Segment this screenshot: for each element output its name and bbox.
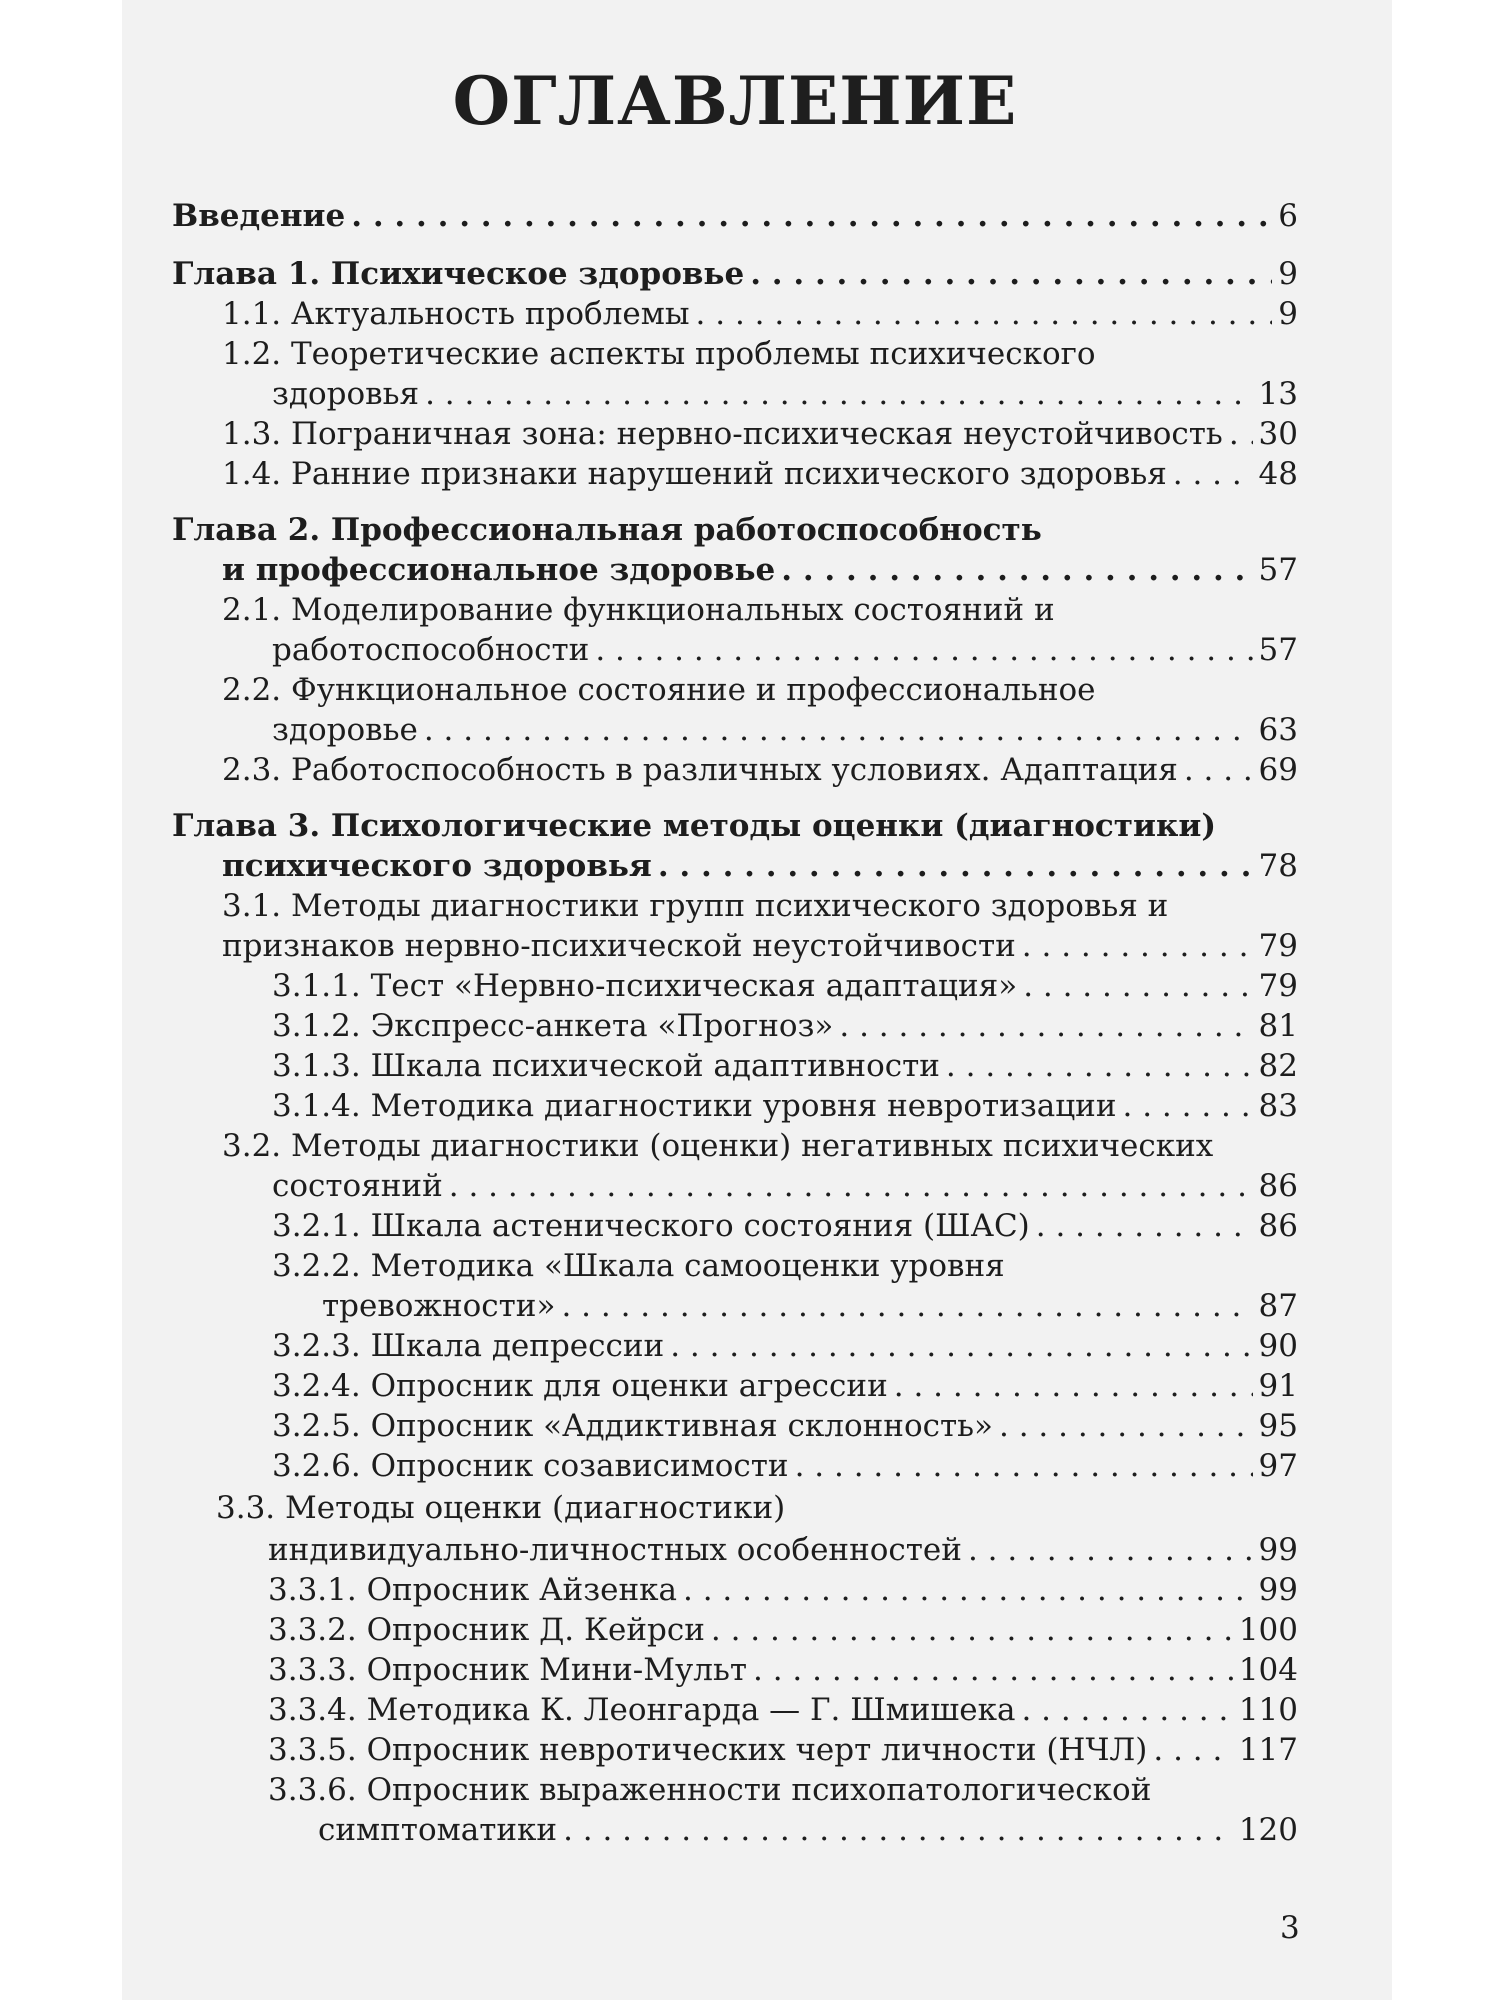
toc-entry [318, 1810, 1298, 1850]
toc-entry-page: 83 [1258, 1088, 1298, 1124]
toc-entry-text: 3.3.5. Опросник невротических черт личности (НЧЛ) [268, 1732, 1148, 1768]
toc-entry [272, 1406, 1298, 1446]
toc-entry-page: 110 [1238, 1692, 1298, 1728]
toc-entry-text: 3.2.5. Опросник «Аддиктивная склонность» [272, 1408, 993, 1444]
toc-entry [272, 374, 1298, 414]
toc-entry-page: 30 [1258, 416, 1298, 452]
leader-dots [894, 1366, 1253, 1406]
toc-entry [222, 294, 1298, 334]
leader-dots [670, 1326, 1252, 1366]
toc-chapter-line: Глава 3. Психологические методы оценки (диагностики) [172, 808, 1217, 844]
leader-dots [425, 374, 1252, 414]
toc-entry-page: 120 [1238, 1812, 1298, 1848]
toc-entry-text: признаков нервно-психической неустойчивости [222, 928, 1016, 964]
toc-entry-page: 99 [1258, 1532, 1298, 1568]
toc-entry-text: 3.1.2. Экспресс-анкета «Прогноз» [272, 1008, 834, 1044]
toc-entry-page: 90 [1258, 1328, 1298, 1364]
toc-entry-text: здоровье [272, 712, 418, 748]
toc-entry-text: Глава 1. Психическое здоровье [172, 256, 745, 292]
toc-entry-page: 86 [1258, 1168, 1298, 1204]
toc-entry-page: 79 [1258, 968, 1298, 1004]
leader-dots [683, 1570, 1253, 1610]
toc-entry-page: 48 [1258, 456, 1298, 492]
toc-entry-text: 3.2.3. Шкала депрессии [272, 1328, 665, 1364]
leader-dots [753, 1650, 1233, 1690]
toc-entry-page: 87 [1258, 1288, 1298, 1324]
toc-entry [222, 550, 1298, 590]
toc-entry [272, 1206, 1298, 1246]
leader-dots [711, 1610, 1233, 1650]
toc-entry-text: психического здоровья [222, 848, 652, 884]
toc-entry-text: 3.3.1. Опросник Айзенка [268, 1572, 677, 1608]
toc-entry-text: здоровья [272, 376, 420, 412]
toc-entry [268, 1730, 1298, 1770]
toc-entry-page: 69 [1258, 752, 1298, 788]
toc-entry [222, 414, 1298, 454]
leader-dots [795, 1446, 1253, 1486]
toc-entry [222, 926, 1298, 966]
toc-entry-text: 3.2.6. Опросник созависимости [272, 1448, 789, 1484]
toc-entry-text: индивидуально-личностных особенностей [268, 1532, 962, 1568]
toc-entry [272, 1166, 1298, 1206]
toc-entry-text: Введение [172, 198, 346, 234]
toc-entry-text: 3.2.1. Шкала астенического состояния (ШАС) [272, 1208, 1030, 1244]
leader-dots [561, 1286, 1252, 1326]
leader-dots [839, 1006, 1252, 1046]
toc-entry-text: работоспособности [272, 632, 590, 668]
toc-entry-page: 79 [1258, 928, 1298, 964]
toc-entry-text: 3.1.3. Шкала психической адаптивности [272, 1048, 940, 1084]
leader-dots [1021, 1690, 1232, 1730]
leader-dots [449, 1166, 1253, 1206]
toc-chapter-line: Глава 2. Профессиональная работоспособность [172, 512, 1042, 548]
toc-entry-text: 3.3.4. Методика К. Леонгарда — Г. Шмишека [268, 1692, 1016, 1728]
toc-entry-text: и профессиональное здоровье [222, 552, 776, 588]
leader-dots [946, 1046, 1253, 1086]
toc-entry [272, 1366, 1298, 1406]
toc-entry-page: 6 [1278, 198, 1298, 234]
leader-dots [658, 846, 1253, 886]
toc-entry-line: 2.2. Функциональное состояние и профессиональное [222, 672, 1096, 708]
toc-entry-page: 81 [1258, 1008, 1298, 1044]
toc-entry-text: 3.2.4. Опросник для оценки агрессии [272, 1368, 888, 1404]
toc-entry [272, 1086, 1298, 1126]
toc-entry [222, 454, 1298, 494]
toc-entry-text: 1.1. Актуальность проблемы [222, 296, 690, 332]
page-number: 3 [1280, 1910, 1300, 1946]
toc-entry-page: 86 [1258, 1208, 1298, 1244]
page-title: ОГЛАВЛЕНИЕ [452, 62, 1018, 140]
toc-entry-page: 91 [1258, 1368, 1298, 1404]
toc-entry [268, 1530, 1298, 1570]
toc-entry-page: 97 [1258, 1448, 1298, 1484]
toc-entry-line: 1.2. Теоретические аспекты проблемы психического [222, 336, 1096, 372]
leader-dots [968, 1530, 1253, 1570]
toc-entry-text: 3.3.3. Опросник Мини-Мульт [268, 1652, 747, 1688]
toc-entry-page: 117 [1238, 1732, 1298, 1768]
leader-dots [424, 710, 1253, 750]
toc-entry [272, 1006, 1298, 1046]
toc-entry-page: 82 [1258, 1048, 1298, 1084]
toc-entry [268, 1570, 1298, 1610]
toc-entry-page: 100 [1238, 1612, 1298, 1648]
toc-entry-text: 2.3. Работоспособность в различных условиях. Адаптация [222, 752, 1178, 788]
toc-entry-page: 95 [1258, 1408, 1298, 1444]
leader-dots [1023, 966, 1252, 1006]
toc-entry [272, 1326, 1298, 1366]
toc-entry [172, 196, 1298, 236]
leader-dots [1022, 926, 1253, 966]
toc-entry-text: 1.3. Пограничная зона: нервно-психическая неустойчивость [222, 416, 1223, 452]
toc-entry-page: 13 [1258, 376, 1298, 412]
leader-dots [781, 550, 1252, 590]
toc-entry-page: 78 [1258, 848, 1298, 884]
toc-entry-text: состояний [272, 1168, 443, 1204]
leader-dots [696, 294, 1273, 334]
toc-entry-line: 3.2.2. Методика «Шкала самооценки уровня [272, 1248, 1005, 1284]
toc-entry-page: 63 [1258, 712, 1298, 748]
leader-dots [1036, 1206, 1253, 1246]
toc-entry [268, 1690, 1298, 1730]
leader-dots [750, 254, 1272, 294]
toc-entry-line: 3.3. Методы оценки (диагностики) [216, 1490, 786, 1526]
toc-entry-text: симптоматики [318, 1812, 558, 1848]
toc-entry-page: 57 [1258, 552, 1298, 588]
toc-entry [272, 710, 1298, 750]
toc-entry-page: 99 [1258, 1572, 1298, 1608]
leader-dots [1229, 414, 1253, 454]
toc-entry-page: 9 [1278, 256, 1298, 292]
leader-dots [1173, 454, 1253, 494]
leader-dots [563, 1810, 1233, 1850]
toc-entry-text: 3.3.2. Опросник Д. Кейрси [268, 1612, 705, 1648]
toc-entry [272, 630, 1298, 670]
toc-entry [222, 750, 1298, 790]
leader-dots [1123, 1086, 1253, 1126]
toc-entry [272, 1046, 1298, 1086]
toc-entry [268, 1610, 1298, 1650]
leader-dots [999, 1406, 1253, 1446]
leader-dots [351, 196, 1272, 236]
toc-entry-page: 9 [1278, 296, 1298, 332]
toc-entry-page: 104 [1238, 1652, 1298, 1688]
toc-entry-text: 3.1.1. Тест «Нервно-психическая адаптация» [272, 968, 1018, 1004]
toc-entry-line: 3.2. Методы диагностики (оценки) негативных психических [222, 1128, 1214, 1164]
toc-entry-line: 3.1. Методы диагностики групп психического здоровья и [222, 888, 1169, 924]
toc-entry-line: 2.1. Моделирование функциональных состояний и [222, 592, 1055, 628]
toc-entry [172, 254, 1298, 294]
toc-entry-text: 1.4. Ранние признаки нарушений психического здоровья [222, 456, 1167, 492]
toc-entry [222, 846, 1298, 886]
toc-entry-page: 57 [1258, 632, 1298, 668]
leader-dots [1153, 1730, 1232, 1770]
toc-entry [322, 1286, 1298, 1326]
toc-entry-text: тревожности» [322, 1288, 556, 1324]
toc-entry-text: 3.1.4. Методика диагностики уровня невротизации [272, 1088, 1117, 1124]
leader-dots [1184, 750, 1253, 790]
toc-entry [268, 1650, 1298, 1690]
toc-entry-line: 3.3.6. Опросник выраженности психопатологической [268, 1772, 1152, 1808]
toc-entry [272, 966, 1298, 1006]
leader-dots [595, 630, 1252, 670]
toc-entry [272, 1446, 1298, 1486]
